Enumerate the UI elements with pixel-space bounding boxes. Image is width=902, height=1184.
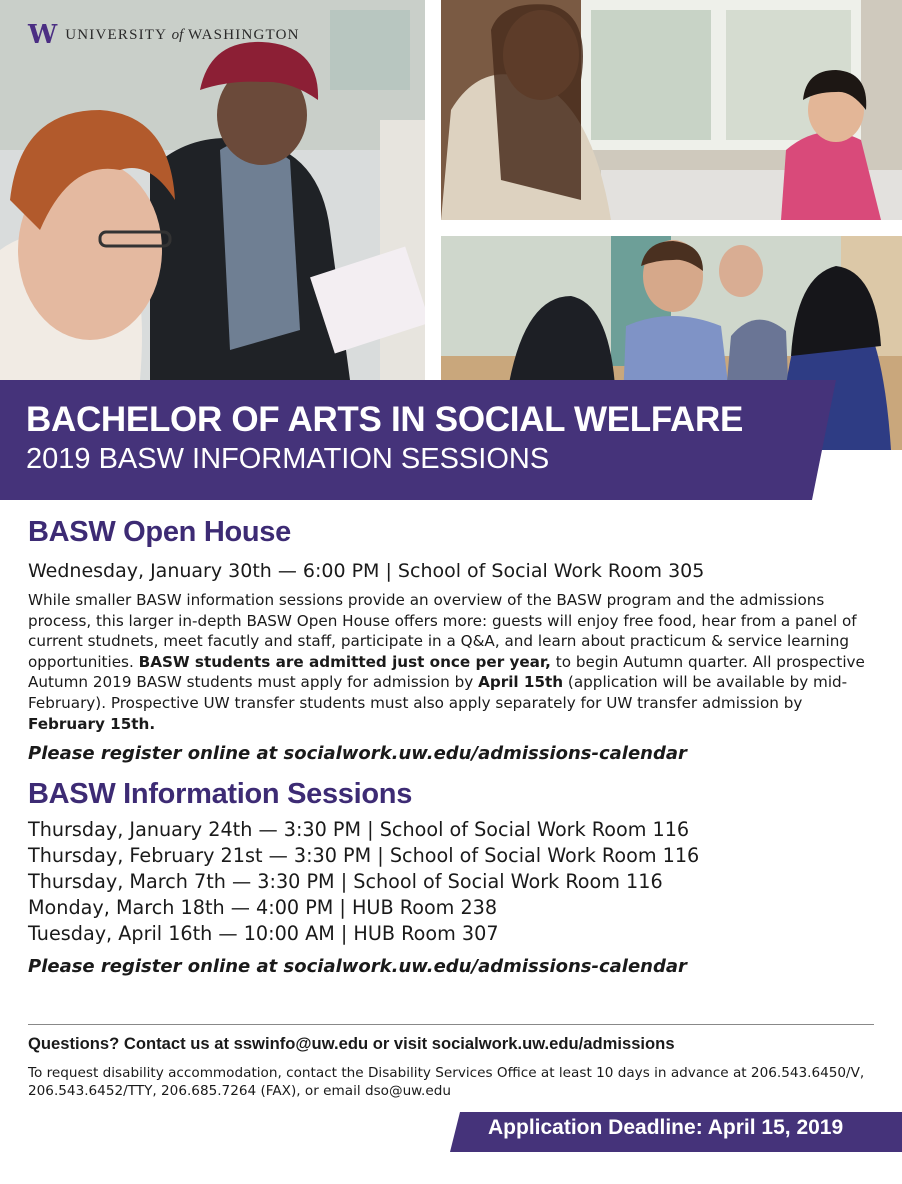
session-item: Tuesday, April 16th — 10:00 AM | HUB Room 307 [28, 922, 499, 946]
contact-line: Questions? Contact us at sswinfo@uw.edu or visit socialwork.uw.edu/admissions [28, 1034, 675, 1053]
university-name: UNIVERSITY of WASHINGTON [65, 26, 300, 43]
open-house-register-text: Please register online at socialwork.uw.edu/admissions-calendar [28, 743, 687, 765]
main-content [28, 516, 874, 977]
open-house-description: While smaller BASW information sessions provide an overview of the BASW program and the admissions process, this larger in-depth BASW Open House offers more: guests will enjoy free food, hear from a panel of current studnets, meet facutly and staff, participate in a Q&A, and learn about practicum & service learning opportunities. BASW students are admitted just once per year, to begin Autumn quarter. All prospective Autumn 2019 BASW students must apply for admission by April 15th (application will be available by mid-February). Prospective UW transfer students must also apply separately for UW transfer admission by February 15th. [28, 591, 865, 733]
banner-angle-shape [796, 380, 836, 500]
banner-subtitle: 2019 BASW INFORMATION SESSIONS [26, 443, 550, 475]
session-item: Thursday, February 21st — 3:30 PM | School of Social Work Room 116 [28, 844, 700, 868]
title-banner [0, 380, 812, 500]
info-sessions-list [28, 817, 874, 947]
application-deadline: Application Deadline: April 15, 2019 [488, 1116, 844, 1139]
disability-notice: To request disability accommodation, contact the Disability Services Office at least 10 days in advance at 206.543.6450/V, 206.543.6452/TTY, 206.685.7264 (FAX), or email dso@uw.edu [28, 1065, 865, 1099]
info-sessions-heading: BASW Information Sessions [28, 778, 413, 811]
open-house-event: Wednesday, January 30th — 6:00 PM | School of Social Work Room 305 [28, 560, 705, 582]
photo-girls-crafting [441, 0, 902, 220]
photo-two-women-reading [0, 0, 425, 380]
uw-w-mark-icon: W [28, 20, 58, 50]
footer-divider [28, 1024, 874, 1025]
info-sessions-register-text: Please register online at socialwork.uw.edu/admissions-calendar [28, 956, 687, 978]
open-house-heading: BASW Open House [28, 516, 291, 548]
session-item: Thursday, January 24th — 3:30 PM | School of Social Work Room 116 [28, 818, 690, 842]
banner-title: BACHELOR OF ARTS IN SOCIAL WELFARE [26, 400, 744, 439]
session-item: Monday, March 18th — 4:00 PM | HUB Room 238 [28, 896, 498, 920]
uw-logo [28, 22, 300, 48]
session-item: Thursday, March 7th — 3:30 PM | School of Social Work Room 116 [28, 870, 663, 894]
